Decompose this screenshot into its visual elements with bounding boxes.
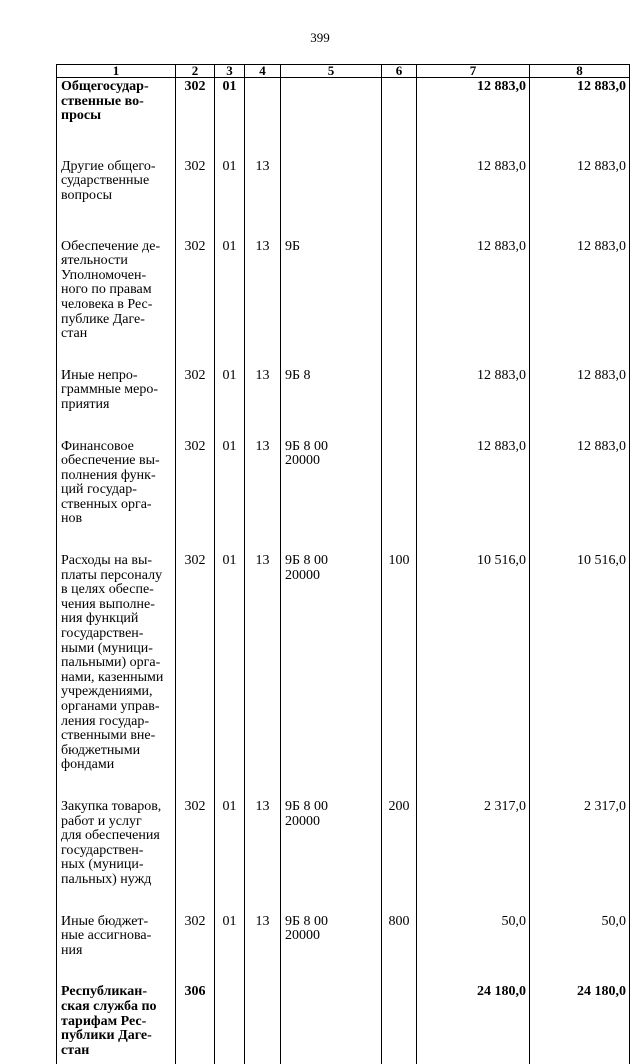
col8-cell: 10 516,0 bbox=[530, 554, 630, 800]
col3-cell: 01 bbox=[215, 160, 245, 240]
cell-line: ская служба по bbox=[61, 998, 157, 1014]
col7-cell: 12 883,0 bbox=[417, 240, 530, 369]
cell-line: государствен- bbox=[61, 626, 144, 642]
col8-cell: 12 883,0 bbox=[530, 78, 630, 160]
cell-line: ций государ- bbox=[61, 482, 137, 498]
table-row bbox=[57, 160, 630, 240]
col3-cell: 01 bbox=[215, 369, 245, 440]
row-name-cell bbox=[57, 240, 176, 369]
col7-cell: 50,0 bbox=[417, 915, 530, 986]
cell-line: ственными вне- bbox=[61, 728, 156, 744]
cell-line: ятельности bbox=[61, 253, 128, 269]
row-name-cell bbox=[57, 800, 176, 915]
cell-line: публики Даге- bbox=[61, 1028, 152, 1044]
col7-cell: 12 883,0 bbox=[417, 78, 530, 160]
col7-cell: 10 516,0 bbox=[417, 554, 530, 800]
cell-line: чения выполне- bbox=[61, 596, 155, 612]
column-header: 8 bbox=[530, 65, 630, 78]
col8-cell: 12 883,0 bbox=[530, 369, 630, 440]
col6-cell: 800 bbox=[382, 915, 417, 986]
col5-cell bbox=[281, 800, 382, 915]
cell-line: вопросы bbox=[61, 187, 112, 203]
cell-line: Другие общего- bbox=[61, 158, 156, 174]
col2-cell: 302 bbox=[176, 915, 215, 986]
cell-line: фондами bbox=[61, 757, 115, 773]
page-number: 399 bbox=[310, 30, 330, 45]
budget-table bbox=[56, 64, 630, 1064]
cell-line: граммные меро- bbox=[61, 382, 159, 398]
col4-cell: 13 bbox=[245, 369, 281, 440]
col4-cell: 13 bbox=[245, 240, 281, 369]
cell-line: Республикан- bbox=[61, 984, 148, 1000]
cell-line: 9Б 8 00 bbox=[285, 798, 329, 814]
cell-line: 20000 bbox=[285, 567, 320, 583]
cell-line: 20000 bbox=[285, 453, 320, 469]
col5-cell bbox=[281, 369, 382, 440]
cell-line: платы персоналу bbox=[61, 567, 163, 583]
col3-cell: 01 bbox=[215, 915, 245, 986]
cell-line: для обеспечения bbox=[61, 828, 160, 844]
table-row bbox=[57, 240, 630, 369]
col6-cell: 200 bbox=[382, 800, 417, 915]
cell-line: Иные непро- bbox=[61, 367, 138, 383]
cell-line: Расходы на вы- bbox=[61, 553, 153, 569]
cell-line: Уполномочен- bbox=[61, 267, 147, 283]
column-header: 1 bbox=[57, 65, 176, 78]
cell-line: ния функций bbox=[61, 611, 139, 627]
cell-line: в целях обеспе- bbox=[61, 582, 154, 598]
cell-line: ного по правам bbox=[61, 282, 152, 298]
col6-cell bbox=[382, 240, 417, 369]
cell-line: 20000 bbox=[285, 928, 320, 944]
column-header: 7 bbox=[417, 65, 530, 78]
col5-cell bbox=[281, 915, 382, 986]
cell-line: ления государ- bbox=[61, 713, 150, 729]
col4-cell: 13 bbox=[245, 800, 281, 915]
cell-line: пальных) нужд bbox=[61, 871, 152, 887]
cell-line: публике Даге- bbox=[61, 311, 145, 327]
table-row bbox=[57, 915, 630, 986]
cell-line: обеспечение вы- bbox=[61, 453, 160, 469]
cell-line: 9Б 8 00 bbox=[285, 553, 329, 569]
col6-cell bbox=[382, 440, 417, 555]
col7-cell: 12 883,0 bbox=[417, 369, 530, 440]
column-header: 5 bbox=[281, 65, 382, 78]
column-header: 6 bbox=[382, 65, 417, 78]
cell-line: ственных орга- bbox=[61, 496, 152, 512]
col2-cell: 302 bbox=[176, 440, 215, 555]
col5-cell bbox=[281, 985, 382, 1064]
col2-cell: 302 bbox=[176, 554, 215, 800]
cell-line: государствен- bbox=[61, 842, 144, 858]
cell-line: учреждениями, bbox=[61, 684, 153, 700]
cell-line: Финансовое bbox=[61, 438, 134, 454]
cell-line: бюджетными bbox=[61, 742, 141, 758]
cell-line: нами, казенными bbox=[61, 669, 164, 685]
col5-cell bbox=[281, 440, 382, 555]
col5-cell bbox=[281, 240, 382, 369]
cell-line: тарифам Рес- bbox=[61, 1013, 147, 1029]
cell-line: сударственные bbox=[61, 173, 150, 189]
col2-cell: 306 bbox=[176, 985, 215, 1064]
col2-cell: 302 bbox=[176, 369, 215, 440]
row-name-cell bbox=[57, 440, 176, 555]
table-row bbox=[57, 800, 630, 915]
col3-cell: 01 bbox=[215, 800, 245, 915]
table-row bbox=[57, 369, 630, 440]
cell-line: ных (муници- bbox=[61, 857, 144, 873]
col6-cell: 100 bbox=[382, 554, 417, 800]
row-name-cell bbox=[57, 915, 176, 986]
cell-line: ния bbox=[61, 942, 83, 958]
col4-cell bbox=[245, 78, 281, 160]
cell-line: 9Б 8 00 bbox=[285, 913, 329, 929]
column-header: 3 bbox=[215, 65, 245, 78]
header-row bbox=[57, 65, 630, 78]
col8-cell: 12 883,0 bbox=[530, 240, 630, 369]
row-name-cell bbox=[57, 369, 176, 440]
col5-cell bbox=[281, 554, 382, 800]
table-row bbox=[57, 554, 630, 800]
cell-line: ственные во- bbox=[61, 93, 144, 109]
cell-line: 9Б bbox=[285, 238, 301, 254]
col4-cell: 13 bbox=[245, 440, 281, 555]
cell-line: Закупка товаров, bbox=[61, 798, 162, 814]
row-name-cell bbox=[57, 78, 176, 160]
col7-cell: 12 883,0 bbox=[417, 440, 530, 555]
table-row bbox=[57, 440, 630, 555]
col8-cell: 24 180,0 bbox=[530, 985, 630, 1064]
col3-cell bbox=[215, 985, 245, 1064]
cell-line: ными (муници- bbox=[61, 640, 153, 656]
row-name-cell bbox=[57, 554, 176, 800]
col7-cell: 24 180,0 bbox=[417, 985, 530, 1064]
col2-cell: 302 bbox=[176, 240, 215, 369]
col4-cell: 13 bbox=[245, 554, 281, 800]
row-name-cell bbox=[57, 160, 176, 240]
cell-line: человека в Рес- bbox=[61, 296, 153, 312]
col2-cell: 302 bbox=[176, 800, 215, 915]
col4-cell: 13 bbox=[245, 160, 281, 240]
col8-cell: 50,0 bbox=[530, 915, 630, 986]
col5-cell bbox=[281, 78, 382, 160]
cell-line: 20000 bbox=[285, 813, 320, 829]
table-row bbox=[57, 78, 630, 160]
column-header: 2 bbox=[176, 65, 215, 78]
cell-line: 9Б 8 bbox=[285, 367, 311, 383]
col6-cell bbox=[382, 985, 417, 1064]
col4-cell: 13 bbox=[245, 915, 281, 986]
col6-cell bbox=[382, 369, 417, 440]
cell-line: просы bbox=[61, 108, 101, 124]
col8-cell: 12 883,0 bbox=[530, 160, 630, 240]
col7-cell: 2 317,0 bbox=[417, 800, 530, 915]
cell-line: нов bbox=[61, 511, 83, 527]
col6-cell bbox=[382, 78, 417, 160]
cell-line: 9Б 8 00 bbox=[285, 438, 329, 454]
cell-line: органами управ- bbox=[61, 699, 160, 714]
cell-line: Общегосудар- bbox=[61, 79, 149, 94]
col5-cell bbox=[281, 160, 382, 240]
row-name-cell bbox=[57, 985, 176, 1064]
cell-line: полнения функ- bbox=[61, 467, 156, 483]
column-header: 4 bbox=[245, 65, 281, 78]
col3-cell: 01 bbox=[215, 440, 245, 555]
col3-cell: 01 bbox=[215, 78, 245, 160]
col4-cell bbox=[245, 985, 281, 1064]
cell-line: ные ассигнова- bbox=[61, 928, 152, 944]
cell-line: пальными) орга- bbox=[61, 655, 161, 671]
col2-cell: 302 bbox=[176, 78, 215, 160]
cell-line: работ и услуг bbox=[61, 813, 142, 829]
cell-line: Иные бюджет- bbox=[61, 913, 149, 929]
col7-cell: 12 883,0 bbox=[417, 160, 530, 240]
cell-line: Обеспечение де- bbox=[61, 238, 161, 254]
cell-line: стан bbox=[61, 1042, 90, 1058]
col6-cell bbox=[382, 160, 417, 240]
col8-cell: 2 317,0 bbox=[530, 800, 630, 915]
col2-cell: 302 bbox=[176, 160, 215, 240]
col3-cell: 01 bbox=[215, 240, 245, 369]
col8-cell: 12 883,0 bbox=[530, 440, 630, 555]
table-row bbox=[57, 985, 630, 1064]
col3-cell: 01 bbox=[215, 554, 245, 800]
cell-line: приятия bbox=[61, 396, 110, 412]
cell-line: стан bbox=[61, 326, 88, 342]
